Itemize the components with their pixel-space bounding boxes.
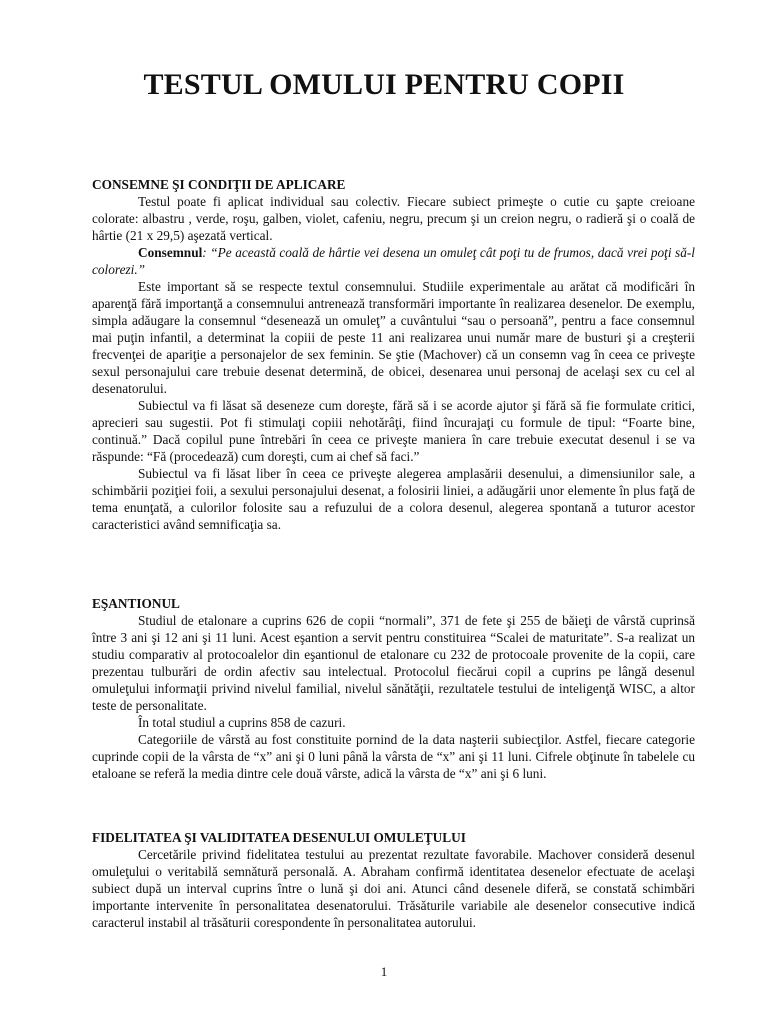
consemn-paragraph (92, 244, 695, 278)
consemn-label: Consemnul (138, 245, 203, 260)
paragraph: Cercetările privind fidelitatea testului au prezentat rezultate favorabile. Machover consideră desenul omuleţului o veritabilă semnătură personală. A. Abraham confirmă identitatea desenelor efectuate de acelaşi subiect după un interval cuprins între o lună şi doi ani. Atunci când desenele diferă, se constată schimbări importante intervenite în personalitatea desenatorului. Trăsăturile variabile ale desenelor consecutive indică caracterul instabil al trăsăturii corespondente în personalitatea autorului. (92, 847, 695, 930)
paragraph: Este important să se respecte textul consemnului. Studiile experimentale au arătat că modificări în aparenţă fără importanţă a consemnului antrenează transformări importante în realizarea desenelor. De exemplu, simpla adăugare la consemnul “desenează un omuleţ” a cuvântului “sau o persoană”, pentru a face consemnul mai puţin infantil, a determinat la copiii de peste 11 ani realizarea unui număr mare de busturi şi a creşterii frecvenţei de apariţie a personajelor de sex feminin. Se ştie (Machover) că un consemn vag în ceea ce priveşte sexul personajului care trebuie desenat determină, de obicei, desenarea unui personaj de acelaşi sex cu cel al desenatorului. (92, 279, 695, 396)
consemn-text: : “Pe această coală de hârtie vei desena un omuleţ cât poţi tu de frumos, dacă vrei poţi să-l colorezi.” (92, 245, 695, 277)
section-esantionul (92, 595, 695, 782)
paragraph: Studiul de etalonare a cuprins 626 de copii “normali”, 371 de fete şi 255 de băieţi de vârstă cuprinsă între 3 ani şi 12 ani şi 11 luni. Acest eşantion a servit pentru constituirea “Scalei de maturitate”. S-a realizat un studiu comparativ al protocoalelor din eşantionul de etalonare cu 232 de protocoale provenite de la copii, care prezentau tulburări de ordin afectiv sau intelectual. Protocolul fiecărui copil a cuprins pe lângă desenul omuleţului informaţii privind nivelul familial, nivelul sănătăţii, rezultatele testului de inteligenţă WISC, a altor teste de personalitate. (92, 613, 695, 713)
page-number: 1 (380, 964, 388, 979)
paragraph: Subiectul va fi lăsat să deseneze cum doreşte, fără să i se acorde ajutor şi fără să fie formulate critici, aprecieri sau sugestii. Pot fi stimulaţi copiii nehotărâţi, fiind încurajaţi cu formule de tipul: “Foarte bine, continuă.” Dacă copilul pune întrebări în ceea ce priveşte maniera în care trebuie executat desenul i se va răspunde: “Fă (procedează) cum doreşti, cum ai chef să faci.” (92, 398, 695, 464)
section-fidelitatea (92, 829, 695, 931)
section-heading: CONSEMNE ŞI CONDIŢII DE APLICARE (92, 177, 346, 192)
paragraph: Subiectul va fi lăsat liber în ceea ce priveşte alegerea amplasării desenului, a dimensiunilor sale, a schimbării poziţiei foii, a sexului personajului desenat, a folosirii liniei, a adăugării unor elemente în plus faţă de tema enunţată, a culorilor folosite sau a refuzului de a colora desenul, alegerea spontană a tuturor acestor caracteristici având semnificaţia sa. (92, 466, 695, 532)
paragraph: În total studiul a cuprins 858 de cazuri. (138, 715, 346, 730)
paragraph: Testul poate fi aplicat individual sau colectiv. Fiecare subiect primeşte o cutie cu şapte creioane colorate: albastru , verde, roşu, galben, violet, cafeniu, negru, precum şi un creion negru, o radieră şi o coală de hârtie (21 x 29,5) aşezată vertical. (92, 194, 695, 243)
section-heading: FIDELITATEA ŞI VALIDITATEA DESENULUI OMULEŢULUI (92, 830, 466, 845)
section-consemne (92, 176, 695, 533)
section-heading: EŞANTIONUL (92, 596, 180, 611)
paragraph: Categoriile de vârstă au fost constituite pornind de la data naşterii subiecţilor. Astfel, fiecare categorie cuprinde copii de la vârsta de “x” ani şi 0 luni până la vârsta de “x” ani şi 11 luni. Cifrele obţinute în tabelele cu etaloane se referă la media dintre cele două vârste, adică la vârsta de “x” ani şi 6 luni. (92, 732, 695, 781)
document-title: TESTUL OMULUI PENTRU COPII (143, 68, 625, 101)
